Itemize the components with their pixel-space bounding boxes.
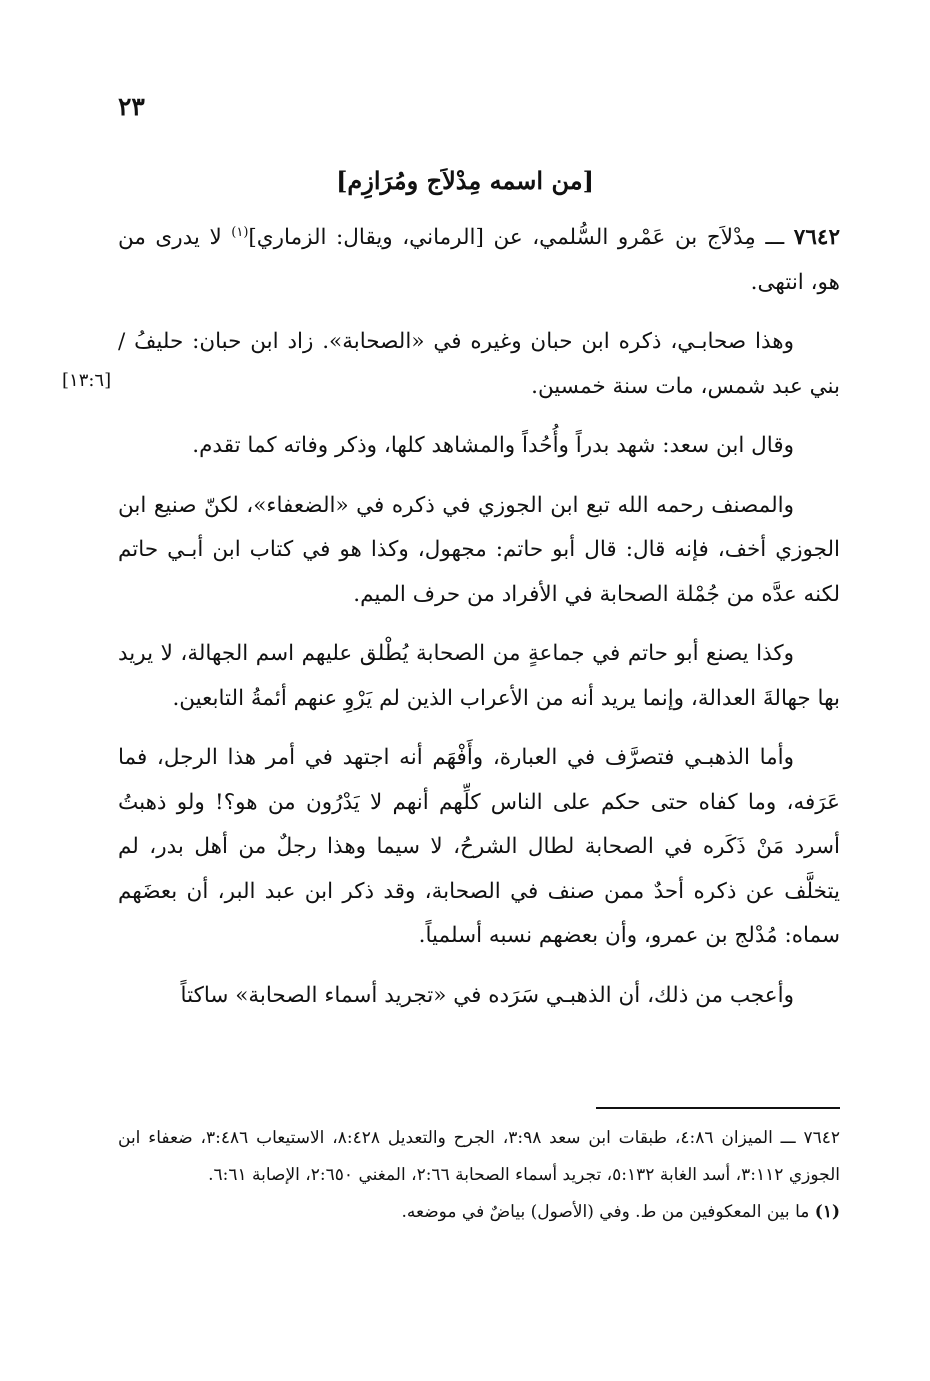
paragraph-text: وأعجب من ذلك، أن الذهبـي سَرَده في «تجريد أسماء الصحابة» ساكتاً [180,982,794,1008]
footnote-note [118,1194,840,1231]
paragraph-text: وأما الذهبـي فتصرَّف في العبارة، وأَفْهَم أنه اجتهد في أمر هذا الرجل، فما عَرَفه، وما كفاه حتى حكم على الناس كلِّهم أنهم لا يَدْرُون من هو؟! ولو ذهبتُ أسرد مَنْ ذَكَره في الصحابة لطال الشرحُ، لا سيما وهذا رجلٌ من أهل بدر، لم يتخلَّف عن ذكره أحدٌ ممن صنف في الصحابة، وقد ذكر ابن عبد البر، أن بعضَهم سماه: مُدْلج بن عمرو، وأن بعضهم نسبه أسلمياً. [118,745,840,948]
section-title: [من اسمه مِدْلاَج ومُرَازِم] [336,166,594,195]
margin-reference: [١٣:٦] [62,370,112,391]
main-text [118,216,840,1033]
footnote-number: (١) [814,1202,840,1222]
body-paragraph [118,632,840,721]
body-paragraph [118,736,840,959]
footnote-text: ما بين المعكوفين من ط. وفي (الأصول) بياضٌ في موضعه. [401,1202,810,1222]
footnote-rule [596,1107,840,1109]
entry-continuation: لا يدرى من هو، انتهى. [118,225,840,295]
paragraph-text: وهذا صحابـي، ذكره ابن حبان وغيره في «الصحابة». زاد ابن حبان: حليفُ / بني عبد شمس، مات سنة خمسين. [118,329,840,399]
entry-number: ٧٦٤٢ [793,225,840,250]
entry-paragraph [118,216,840,305]
body-paragraph [118,974,840,1019]
page-number: ٢٣ [118,92,145,121]
paragraph-text: والمصنف رحمه الله تبع ابن الجوزي في ذكره في «الضعفاء»، لكنّ صنيع ابن الجوزي أخف، فإنه قال: قال أبو حاتم: مجهول، وكذا هو في كتاب ابن أبـي حاتم لكنه عدَّه من جُمْلة الصحابة في الأفراد من حرف الميم. [118,492,840,607]
entry-heading-text: ـــ مِدْلاَج بن عَمْرو السُّلمي، عن [الرماني، ويقال: الزماري] [248,225,794,250]
body-paragraph [118,424,840,469]
body-paragraph [118,320,840,409]
paragraph-text: وقال ابن سعد: شهد بدراً وأُحُداً والمشاهد كلها، وذكر وفاته كما تقدم. [192,433,794,458]
footnotes [118,1120,840,1231]
body-paragraph [118,484,840,618]
footnote-sources: ٧٦٤٢ ـــ الميزان ٤:٨٦، طبقات ابن سعد ٣:٩٨، الجرح والتعديل ٨:٤٢٨، الاستيعاب ٣:٤٨٦، ضعفاء ابن الجوزي ٣:١١٢، أسد الغابة ٥:١٣٢، تجريد أسماء الصحابة ٢:٦٦، المغني ٢:٦٥٠، الإصابة ٦:٦١. [118,1128,840,1185]
footnote-mark: (١) [231,224,249,240]
paragraph-text: وكذا يصنع أبو حاتم في جماعةٍ من الصحابة يُطْلق عليهم اسم الجهالة، لا يريد بها جهالةَ العدالة، وإنما يريد أنه من الأعراب الذين لم يَرْوِ عنهم أئمةُ التابعين. [118,641,840,711]
